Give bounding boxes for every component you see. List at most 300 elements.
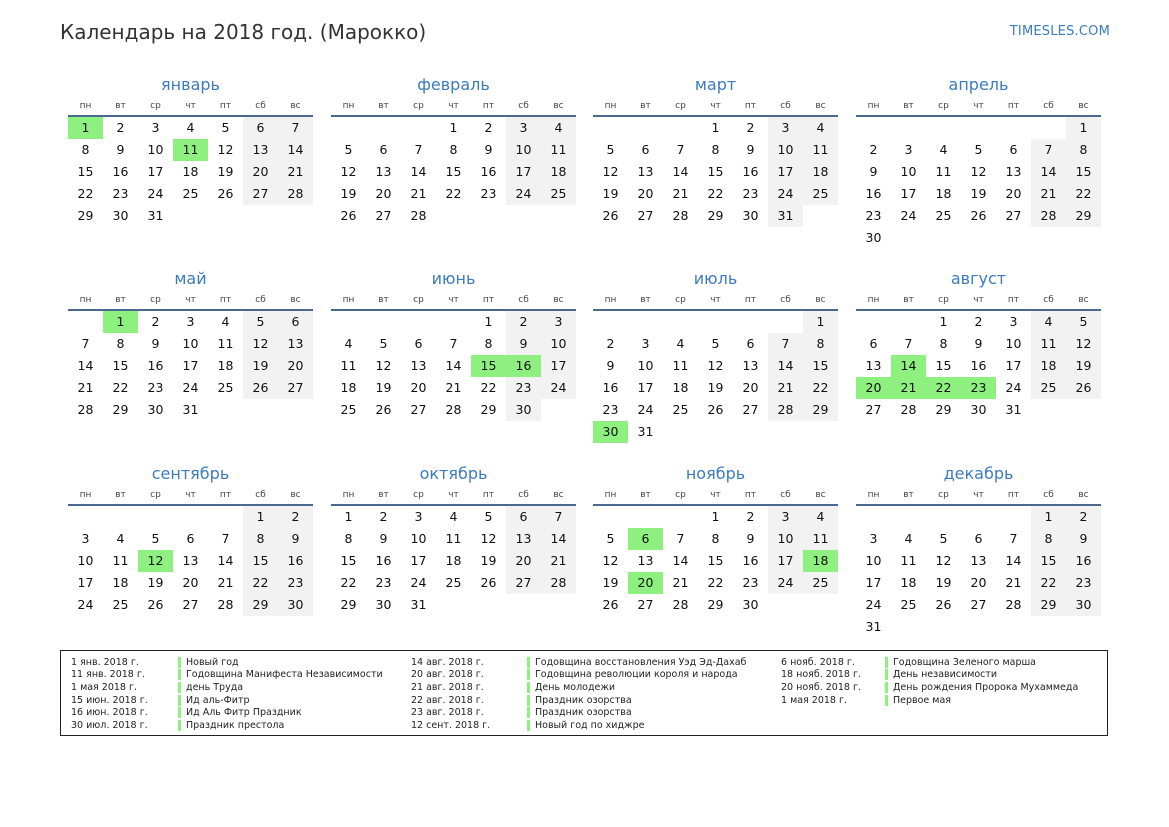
day-cell: 27 [637, 597, 654, 612]
day-cell: 2 [151, 314, 160, 329]
day-cell: 14 [217, 553, 234, 568]
weekday-label: вт [903, 101, 914, 111]
weekday-label: чт [973, 295, 984, 305]
weekend-day-cell: 17 [541, 355, 576, 377]
weekend-day-cell: 8 [243, 528, 278, 550]
empty-cell [593, 506, 628, 528]
day-cell: 5 [151, 531, 160, 546]
empty-cell [68, 311, 103, 333]
empty-cell [208, 205, 243, 227]
weekend-day-cell: 21 [541, 550, 576, 572]
day-cell: 25 [112, 597, 129, 612]
day-cell: 26 [935, 597, 952, 612]
weekend-day-cell: 7 [1031, 139, 1066, 161]
day-cell: 24 [147, 186, 164, 201]
day-cell: 4 [221, 314, 230, 329]
weekend-day-cell: 10 [506, 139, 541, 161]
day-cell: 18 [182, 164, 199, 179]
legend-column [781, 656, 1078, 706]
day-cell: 11 [900, 553, 917, 568]
legend-column [71, 656, 383, 732]
weekday-label: чт [448, 295, 459, 305]
weekday-label: ср [938, 295, 949, 305]
day-cell: 21 [445, 380, 462, 395]
day-cell: 19 [147, 575, 164, 590]
empty-cell [243, 205, 278, 227]
empty-cell [733, 311, 768, 333]
weekday-label: пт [744, 295, 757, 305]
empty-cell [436, 205, 471, 227]
day-cell: 16 [865, 186, 882, 201]
month-5 [68, 267, 313, 421]
empty-cell [138, 506, 173, 528]
brand-link[interactable]: TIMESLES.COM [1009, 24, 1110, 39]
legend-item [781, 669, 1078, 682]
day-cell: 4 [904, 531, 913, 546]
weekday-label: вс [290, 295, 301, 305]
day-cell: 12 [707, 358, 724, 373]
month-name: май [174, 269, 207, 288]
weekday-label: чт [185, 490, 196, 500]
month-days [593, 506, 838, 616]
weekday-label: чт [448, 490, 459, 500]
weekend-day-cell: 15 [1066, 161, 1101, 183]
weekday-label: пн [867, 101, 880, 111]
month-6 [331, 267, 576, 421]
weekday-label: чт [185, 101, 196, 111]
weekend-day-cell: 29 [243, 594, 278, 616]
empty-cell [926, 227, 961, 249]
day-cell: 29 [707, 597, 724, 612]
day-cell: 16 [112, 164, 129, 179]
day-cell: 8 [711, 531, 720, 546]
day-cell: 13 [1005, 164, 1022, 179]
month-name: июнь [431, 269, 476, 288]
empty-cell [768, 311, 803, 333]
legend-color-marker [178, 695, 181, 706]
empty-cell [996, 227, 1031, 249]
month-10 [331, 462, 576, 616]
day-cell: 17 [637, 380, 654, 395]
weekday-label: пт [1007, 101, 1020, 111]
day-cell: 19 [602, 575, 619, 590]
day-cell: 22 [707, 186, 724, 201]
legend-item [71, 681, 383, 694]
legend-item [411, 694, 746, 707]
day-cell: 12 [217, 142, 234, 157]
empty-cell [663, 506, 698, 528]
weekend-day-cell: 9 [506, 333, 541, 355]
week-row [68, 550, 313, 572]
legend-color-marker [178, 682, 181, 693]
day-cell: 24 [1005, 380, 1022, 395]
legend-date: 18 нояб. 2018 г. [781, 669, 861, 681]
weekday-label: вс [553, 490, 564, 500]
day-cell: 15 [112, 358, 129, 373]
day-cell: 15 [340, 553, 357, 568]
weekend-day-cell: 13 [243, 139, 278, 161]
month-days [856, 506, 1101, 638]
week-row [593, 506, 838, 528]
week-row [331, 506, 576, 528]
weekday-label: вт [378, 490, 389, 500]
weekend-day-cell: 17 [768, 550, 803, 572]
weekend-day-cell: 9 [278, 528, 313, 550]
day-cell: 10 [147, 142, 164, 157]
day-cell: 25 [340, 402, 357, 417]
day-cell: 23 [112, 186, 129, 201]
day-cell: 20 [970, 575, 987, 590]
weekend-day-cell: 4 [803, 117, 838, 139]
month-name: сентябрь [151, 464, 230, 483]
day-cell: 8 [344, 531, 353, 546]
legend-date: 1 янв. 2018 г. [71, 656, 139, 668]
day-cell: 6 [974, 531, 983, 546]
legend-color-marker [178, 707, 181, 718]
day-cell: 19 [480, 553, 497, 568]
week-row [68, 139, 313, 161]
day-cell: 31 [182, 402, 199, 417]
day-cell: 29 [935, 402, 952, 417]
empty-cell [401, 117, 436, 139]
day-cell: 21 [672, 575, 689, 590]
weekend-day-cell: 4 [541, 117, 576, 139]
empty-cell [961, 227, 996, 249]
empty-cell [663, 311, 698, 333]
month-days [856, 311, 1101, 421]
day-cell: 4 [116, 531, 125, 546]
week-row [68, 355, 313, 377]
weekday-label: вт [640, 295, 651, 305]
empty-cell [856, 311, 891, 333]
day-cell: 11 [112, 553, 129, 568]
month-name: апрель [948, 75, 1009, 94]
legend-date: 20 нояб. 2018 г. [781, 681, 861, 693]
weekday-label: пт [219, 295, 232, 305]
day-cell: 17 [182, 358, 199, 373]
day-cell: 13 [970, 553, 987, 568]
weekday-label: пн [342, 295, 355, 305]
day-cell: 3 [869, 531, 878, 546]
weekday-label: вт [378, 295, 389, 305]
day-cell: 12 [602, 164, 619, 179]
empty-cell [698, 311, 733, 333]
empty-cell [1066, 399, 1101, 421]
day-cell: 14 [1005, 553, 1022, 568]
weekday-label: вт [115, 295, 126, 305]
day-cell: 4 [676, 336, 685, 351]
legend-color-marker [527, 669, 530, 680]
legend-item [781, 656, 1078, 669]
day-cell: 7 [904, 336, 913, 351]
weekend-day-cell: 17 [506, 161, 541, 183]
day-cell: 19 [340, 186, 357, 201]
day-cell: 24 [77, 597, 94, 612]
day-cell: 10 [77, 553, 94, 568]
weekend-day-cell: 2 [278, 506, 313, 528]
week-row [856, 550, 1101, 572]
day-cell: 31 [147, 208, 164, 223]
day-cell: 12 [602, 553, 619, 568]
weekend-day-cell: 13 [278, 333, 313, 355]
day-cell: 3 [641, 336, 650, 351]
day-cell: 15 [707, 553, 724, 568]
day-cell: 28 [77, 402, 94, 417]
empty-cell [733, 421, 768, 443]
weekday-label: пн [342, 490, 355, 500]
day-cell: 6 [379, 142, 388, 157]
weekday-label: сб [1043, 101, 1054, 111]
legend-color-marker [885, 669, 888, 680]
weekday-label: чт [710, 295, 721, 305]
day-cell: 5 [379, 336, 388, 351]
legend-holiday-name: Первое мая [893, 694, 951, 706]
day-cell: 30 [742, 597, 759, 612]
day-cell: 2 [116, 120, 125, 135]
weekend-day-cell: 15 [1031, 550, 1066, 572]
month-name: январь [161, 75, 220, 94]
weekend-day-cell: 13 [506, 528, 541, 550]
day-cell: 3 [186, 314, 195, 329]
day-cell: 27 [375, 208, 392, 223]
empty-cell [173, 506, 208, 528]
day-cell: 8 [711, 142, 720, 157]
holiday-day-cell: 16 [506, 355, 541, 377]
legend-item [781, 694, 1078, 707]
legend-item [71, 656, 383, 669]
weekend-day-cell: 3 [768, 506, 803, 528]
weekday-label: вт [115, 490, 126, 500]
empty-cell [366, 117, 401, 139]
week-row [68, 117, 313, 139]
day-cell: 25 [672, 402, 689, 417]
day-cell: 11 [445, 531, 462, 546]
month-days [593, 311, 838, 443]
weekday-header [856, 97, 1101, 117]
weekday-label: вт [115, 101, 126, 111]
day-cell: 19 [375, 380, 392, 395]
month-name: ноябрь [685, 464, 746, 483]
empty-cell [926, 506, 961, 528]
weekday-label: пн [604, 295, 617, 305]
day-cell: 7 [414, 142, 423, 157]
empty-cell [996, 506, 1031, 528]
weekday-label: сб [1043, 490, 1054, 500]
weekday-label: вс [290, 101, 301, 111]
day-cell: 8 [81, 142, 90, 157]
weekend-day-cell: 19 [1066, 355, 1101, 377]
empty-cell [891, 227, 926, 249]
weekday-label: сб [255, 295, 266, 305]
legend-date: 16 июн. 2018 г. [71, 707, 148, 719]
weekend-day-cell: 11 [1031, 333, 1066, 355]
weekend-day-cell: 7 [541, 506, 576, 528]
weekend-day-cell: 16 [278, 550, 313, 572]
weekday-label: пт [744, 490, 757, 500]
day-cell: 24 [637, 402, 654, 417]
day-cell: 27 [182, 597, 199, 612]
legend-date: 12 сент. 2018 г. [411, 719, 491, 731]
day-cell: 17 [410, 553, 427, 568]
weekend-day-cell: 25 [803, 183, 838, 205]
weekend-day-cell: 10 [768, 139, 803, 161]
weekend-day-cell: 21 [278, 161, 313, 183]
day-cell: 21 [672, 186, 689, 201]
weekend-day-cell: 6 [278, 311, 313, 333]
week-row [856, 227, 1101, 249]
week-row [68, 377, 313, 399]
weekend-day-cell: 28 [278, 183, 313, 205]
day-cell: 15 [445, 164, 462, 179]
weekend-day-cell: 24 [541, 377, 576, 399]
weekday-header [68, 486, 313, 506]
weekend-day-cell: 11 [803, 528, 838, 550]
weekday-label: пт [482, 490, 495, 500]
day-cell: 14 [672, 164, 689, 179]
day-cell: 23 [742, 186, 759, 201]
day-cell: 6 [414, 336, 423, 351]
day-cell: 26 [707, 402, 724, 417]
legend-color-marker [527, 720, 530, 731]
weekend-day-cell: 26 [1066, 377, 1101, 399]
legend-holiday-name: день Труда [186, 681, 244, 693]
day-cell: 20 [742, 380, 759, 395]
weekend-day-cell: 27 [278, 377, 313, 399]
month-7 [593, 267, 838, 443]
day-cell: 3 [414, 509, 423, 524]
day-cell: 17 [865, 575, 882, 590]
weekday-header [331, 486, 576, 506]
holiday-day-cell: 20 [856, 377, 891, 399]
day-cell: 16 [480, 164, 497, 179]
weekend-day-cell: 29 [1031, 594, 1066, 616]
day-cell: 12 [375, 358, 392, 373]
month-days [331, 506, 576, 616]
day-cell: 9 [606, 358, 615, 373]
week-row [593, 399, 838, 421]
empty-cell [331, 311, 366, 333]
weekday-label: пн [604, 101, 617, 111]
month-days [68, 117, 313, 227]
legend-holiday-name: Годовщина восстановления Уэд Эд-Дахаб [535, 656, 747, 668]
day-cell: 1 [711, 509, 720, 524]
week-row [856, 506, 1101, 528]
day-cell: 29 [480, 402, 497, 417]
month-12 [856, 462, 1101, 638]
holiday-day-cell: 6 [628, 528, 663, 550]
weekday-label: вс [553, 295, 564, 305]
day-cell: 11 [672, 358, 689, 373]
weekend-day-cell: 23 [1066, 572, 1101, 594]
empty-cell [208, 399, 243, 421]
day-cell: 16 [375, 553, 392, 568]
day-cell: 12 [480, 531, 497, 546]
weekend-day-cell: 26 [243, 377, 278, 399]
day-cell: 18 [340, 380, 357, 395]
day-cell: 18 [445, 553, 462, 568]
day-cell: 18 [672, 380, 689, 395]
day-cell: 20 [1005, 186, 1022, 201]
weekend-day-cell: 10 [768, 528, 803, 550]
week-row [331, 161, 576, 183]
weekday-label: ср [413, 295, 424, 305]
weekday-label: вс [1078, 295, 1089, 305]
day-cell: 26 [970, 208, 987, 223]
week-row [593, 421, 838, 443]
weekday-label: сб [1043, 295, 1054, 305]
day-cell: 27 [970, 597, 987, 612]
legend-holiday-name: Годовщина революции короля и народа [535, 669, 738, 681]
legend-color-marker [527, 682, 530, 693]
weekday-label: сб [255, 490, 266, 500]
empty-cell [768, 594, 803, 616]
holiday-day-cell: 15 [471, 355, 506, 377]
empty-cell [628, 311, 663, 333]
weekday-label: ср [938, 490, 949, 500]
day-cell: 16 [742, 164, 759, 179]
day-cell: 7 [221, 531, 230, 546]
weekday-label: ср [413, 490, 424, 500]
legend-holiday-name: Новый год [186, 656, 239, 668]
day-cell: 23 [375, 575, 392, 590]
month-11 [593, 462, 838, 616]
week-row [856, 183, 1101, 205]
empty-cell [698, 421, 733, 443]
week-row [856, 161, 1101, 183]
weekend-day-cell: 1 [1031, 506, 1066, 528]
day-cell: 13 [865, 358, 882, 373]
empty-cell [506, 205, 541, 227]
day-cell: 18 [935, 186, 952, 201]
legend-date: 1 мая 2018 г. [71, 681, 137, 693]
week-row [331, 333, 576, 355]
empty-cell [628, 117, 663, 139]
weekday-label: пт [482, 101, 495, 111]
legend-item [411, 681, 746, 694]
day-cell: 21 [410, 186, 427, 201]
weekday-label: вт [378, 101, 389, 111]
legend-column [411, 656, 746, 732]
weekday-label: чт [973, 490, 984, 500]
day-cell: 26 [217, 186, 234, 201]
week-row [856, 205, 1101, 227]
weekday-header [856, 486, 1101, 506]
empty-cell [278, 399, 313, 421]
day-cell: 9 [746, 531, 755, 546]
month-name: июль [693, 269, 738, 288]
weekend-day-cell: 28 [768, 399, 803, 421]
month-name: август [950, 269, 1007, 288]
day-cell: 5 [344, 142, 353, 157]
holiday-day-cell: 1 [103, 311, 138, 333]
week-row [593, 139, 838, 161]
week-row [856, 572, 1101, 594]
empty-cell [891, 616, 926, 638]
day-cell: 29 [77, 208, 94, 223]
weekend-day-cell: 11 [803, 139, 838, 161]
day-cell: 26 [602, 597, 619, 612]
month-name: октябрь [419, 464, 488, 483]
weekday-label: ср [150, 101, 161, 111]
day-cell: 14 [410, 164, 427, 179]
week-row [856, 616, 1101, 638]
week-row [331, 355, 576, 377]
weekday-header [856, 291, 1101, 311]
day-cell: 1 [344, 509, 353, 524]
day-cell: 8 [449, 142, 458, 157]
weekday-label: пт [482, 295, 495, 305]
day-cell: 9 [746, 142, 755, 157]
